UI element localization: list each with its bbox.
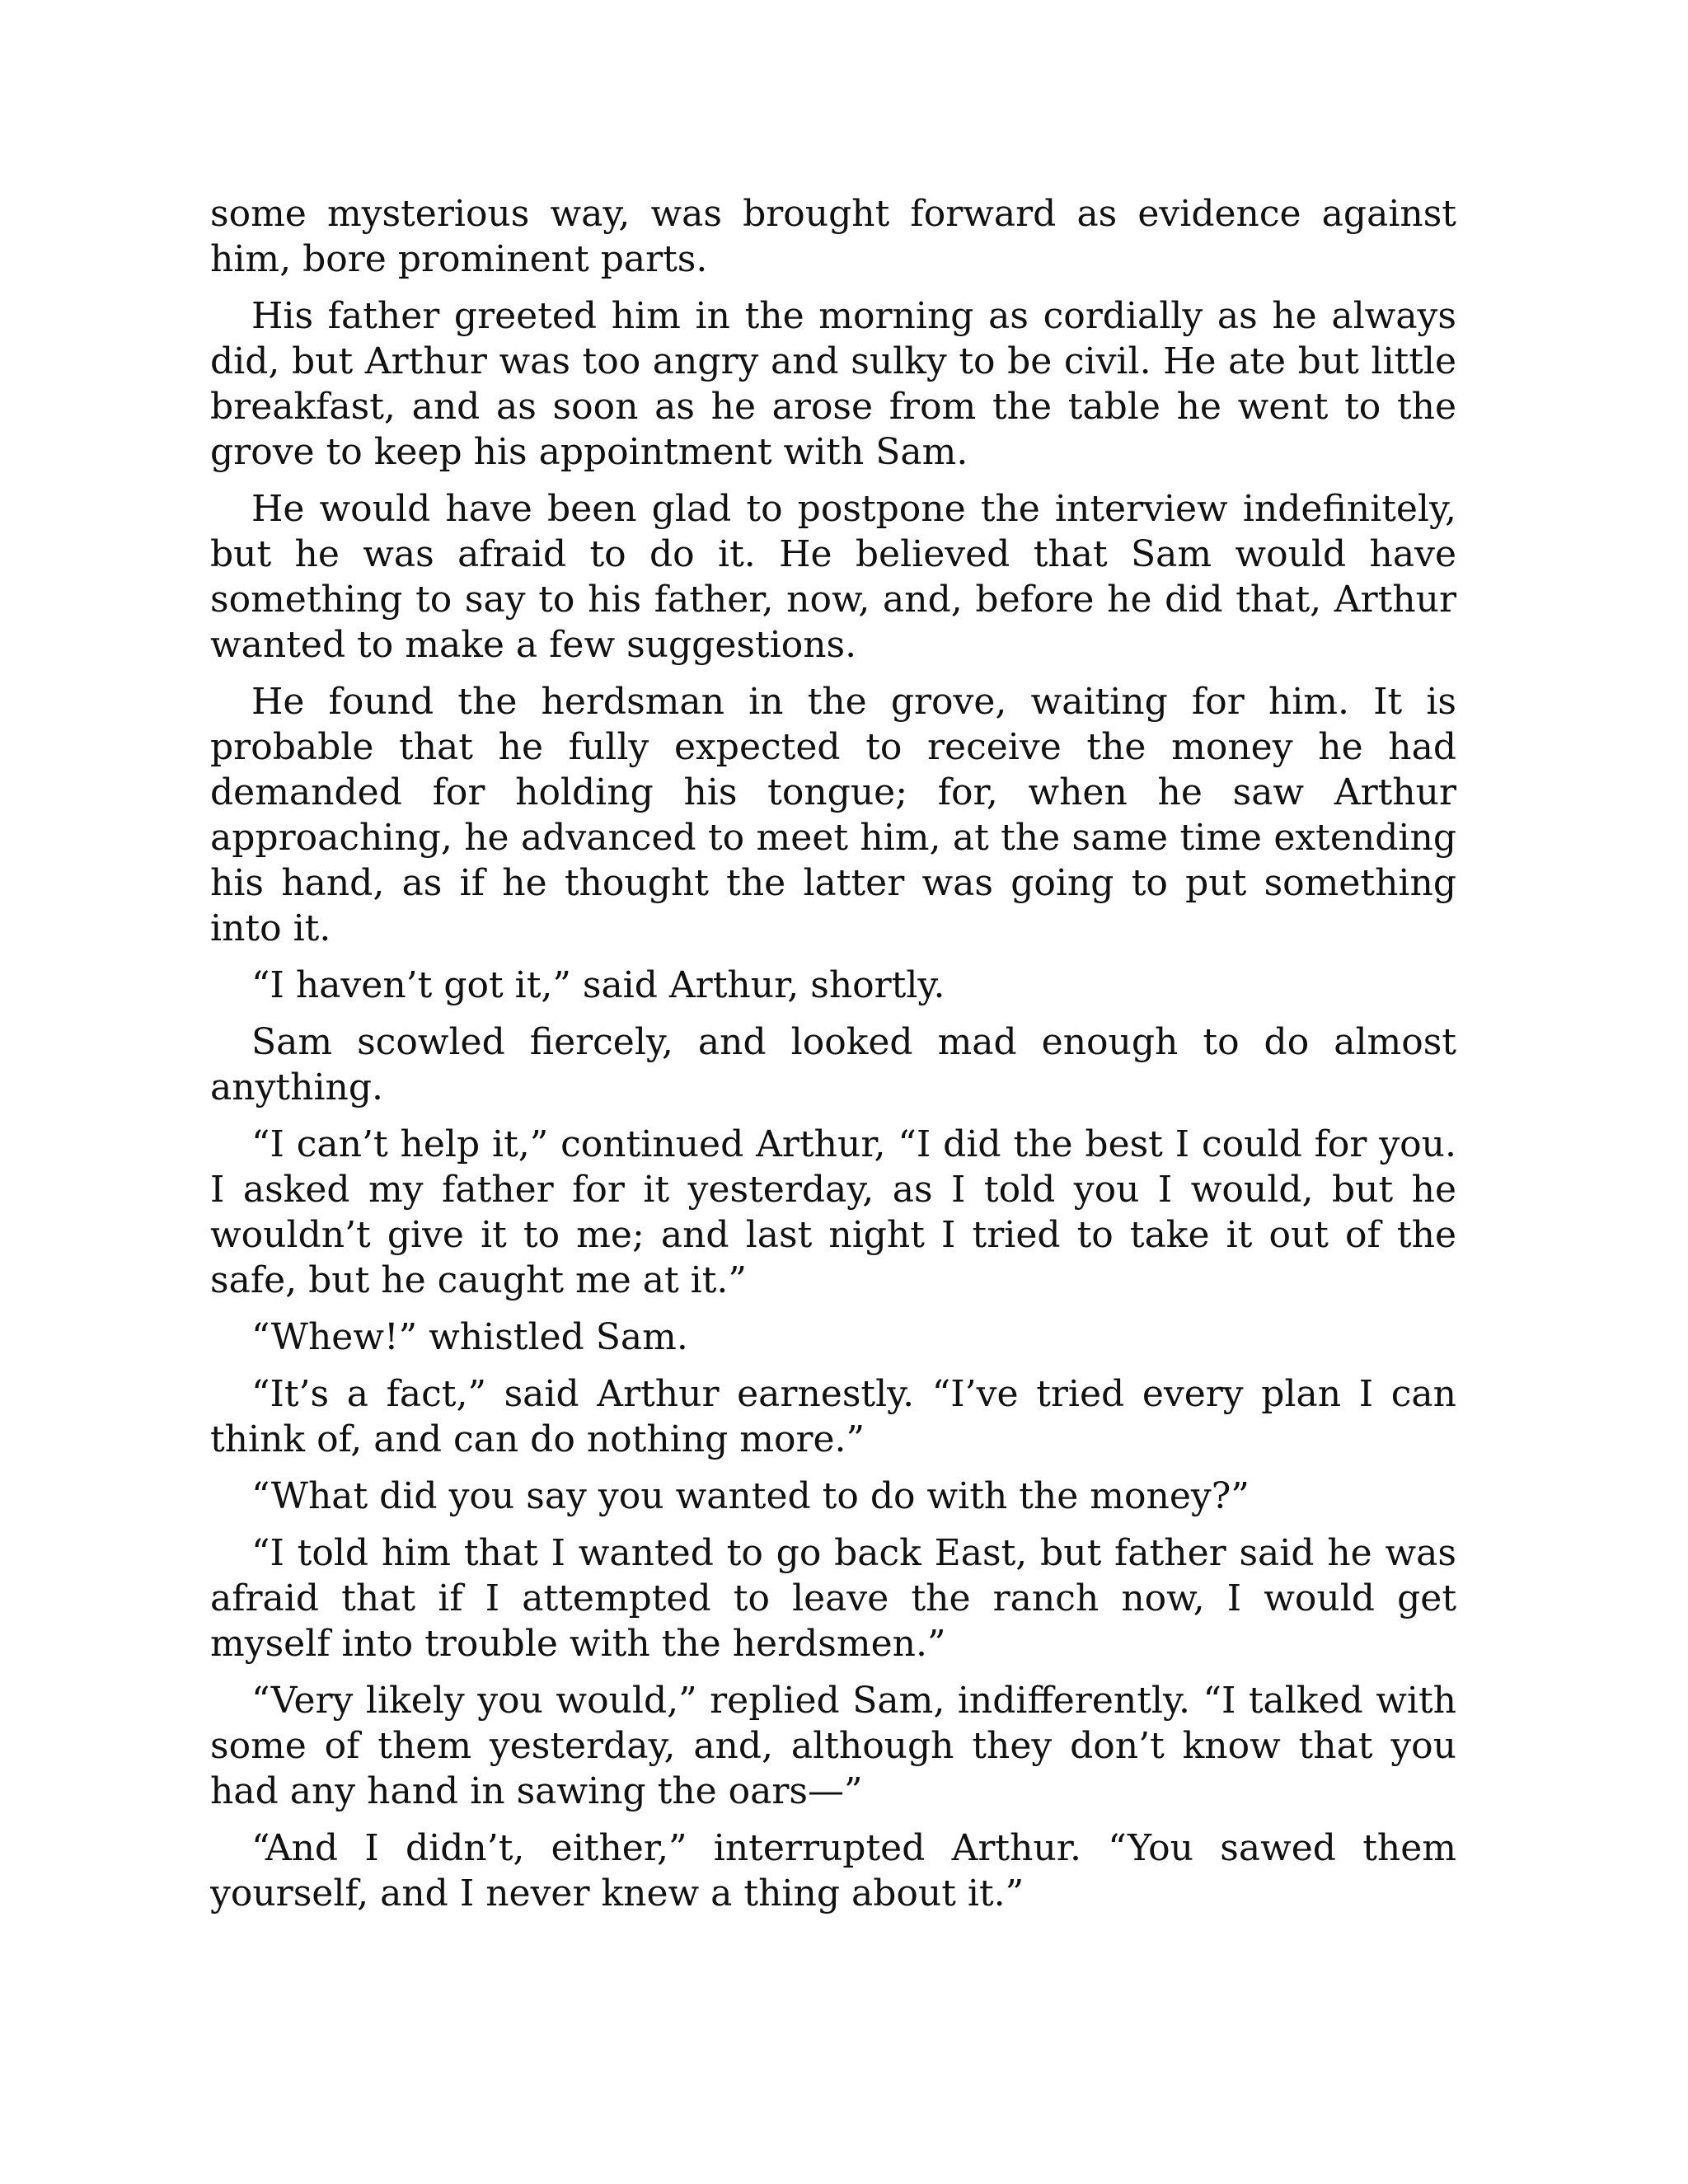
paragraph-3: He would have been glad to postpone the interview indefinitely, but he was afraid to do it. He believed that Sam would have something to say to his father, now, and, before he did that, Arthur wanted to make a few suggestions. [210,488,1456,666]
paragraph-12: “Very likely you would,” replied Sam, indifferently. “I talked with some of them yesterday, and, although they don’t know that you had any hand in sawing the oars—” [210,1680,1456,1812]
paragraph-5: “I haven’t got it,” said Arthur, shortly. [251,964,945,1006]
paragraph-8: “Whew!” whistled Sam. [251,1316,688,1358]
book-page [210,191,1456,1928]
paragraph-4: He found the herdsman in the grove, waiting for him. It is probable that he fully expected to receive the money he had demanded for holding his tongue; for, when he saw Arthur approaching, he advanced to meet him, at the same time extending his hand, as if he thought the latter was going to put something into it. [210,681,1456,949]
paragraph-2: His father greeted him in the morning as cordially as he always did, but Arthur was too angry and sulky to be civil. He ate but little breakfast, and as soon as he arose from the table he went to the grove to keep his appointment with Sam. [210,295,1456,473]
paragraph-10: “What did you say you wanted to do with the money?” [251,1475,1250,1517]
paragraph-1: some mysterious way, was brought forward as evidence against him, bore prominent parts. [210,193,1456,280]
paragraph-11: “I told him that I wanted to go back East, but father said he was afraid that if I attempted to leave the ranch now, I would get myself into trouble with the herdsmen.” [210,1532,1456,1665]
paragraph-13: “And I didn’t, either,” interrupted Arthur. “You sawed them yourself, and I never knew a thing about it.” [210,1827,1456,1915]
paragraph-7: “I can’t help it,” continued Arthur, “I did the best I could for you. I asked my father for it yesterday, as I told you I would, but he wouldn’t give it to me; and last night I tried to take it out of the safe, but he caught me at it.” [210,1123,1456,1301]
paragraph-6: Sam scowled fiercely, and looked mad enough to do almost anything. [210,1021,1456,1108]
paragraph-9: “It’s a fact,” said Arthur earnestly. “I’ve tried every plan I can think of, and can do nothing more.” [210,1373,1456,1460]
